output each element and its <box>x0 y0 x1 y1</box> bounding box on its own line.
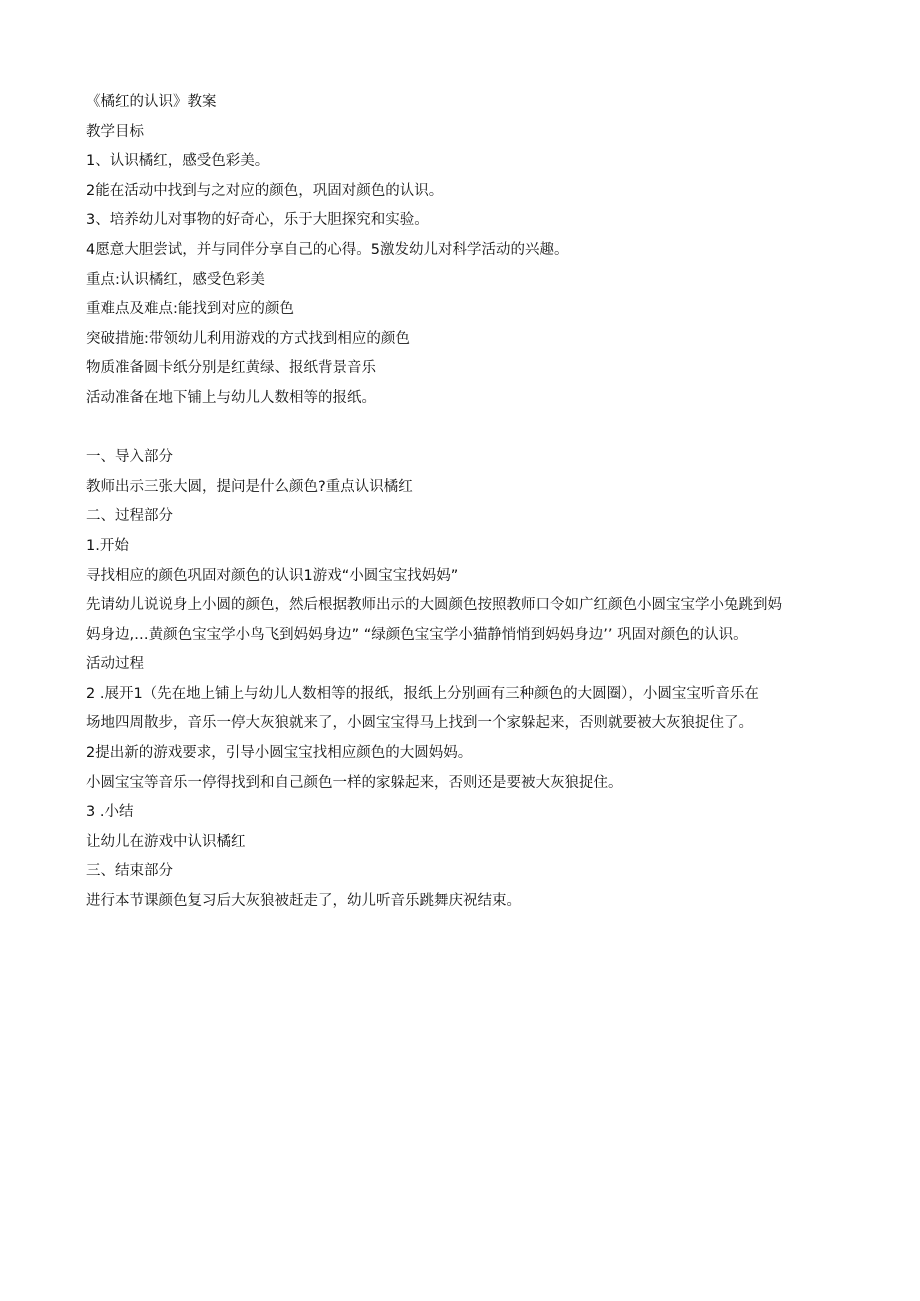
step-1-text: 妈身边,…黄颜色宝宝学小鸟飞到妈妈身边” “绿颜色宝宝学小猫静悄悄到妈妈身边’’ 巩固对颜色的认识。 <box>86 626 748 643</box>
lesson-plan-body <box>86 88 836 917</box>
step-1-text: 寻找相应的颜色巩固对颜色的认识1游戏“小圆宝宝找妈妈” <box>86 567 459 584</box>
step-1-text: 先请幼儿说说身上小圆的颜色，然后根据教师出示的大圆颜色按照教师口令如广红颜色小圆宝宝学小兔跳到妈 <box>86 597 782 614</box>
step-1-heading: 1.开始 <box>86 537 129 554</box>
difficulty: 重难点及难点:能找到对应的颜色 <box>86 301 294 318</box>
objectives-heading: 教学目标 <box>86 123 144 140</box>
blank-line <box>86 414 836 444</box>
material-preparation: 物质准备圆卡纸分别是红黄绿、报纸背景音乐 <box>86 360 376 377</box>
activity-preparation: 活动准备在地下铺上与幼儿人数相等的报纸。 <box>86 389 376 406</box>
breakthrough-measures: 突破措施:带领幼儿利用游戏的方式找到相应的颜色 <box>86 330 410 347</box>
objective-item: 1、认识橘红，感受色彩美。 <box>86 153 270 170</box>
objective-item: 3、培养幼儿对事物的好奇心，乐于大胆探究和实验。 <box>86 212 429 229</box>
key-point: 重点:认识橘红，感受色彩美 <box>86 271 265 288</box>
step-2-text: 2 .展开1（先在地上铺上与幼儿人数相等的报纸，报纸上分别画有三种颜色的大圆圈），小圆宝宝听音乐在 <box>86 685 759 702</box>
section-2-heading: 二、过程部分 <box>86 508 173 525</box>
activity-process-heading: 活动过程 <box>86 656 144 673</box>
objective-item: 2能在活动中找到与之对应的颜色，巩固对颜色的认识。 <box>86 182 444 199</box>
section-3-text: 进行本节课颜色复习后大灰狼被赶走了，幼儿听音乐跳舞庆祝结束。 <box>86 893 521 910</box>
step-2-text: 小圆宝宝等音乐一停得找到和自己颜色一样的家躲起来，否则还是要被大灰狼捉住。 <box>86 774 623 791</box>
step-3-text: 让幼儿在游戏中认识橘红 <box>86 833 246 850</box>
section-1-text: 教师出示三张大圆，提问是什么颜色?重点认识橘红 <box>86 478 413 495</box>
step-3-heading: 3 .小结 <box>86 804 134 821</box>
step-2-text: 2提出新的游戏要求，引导小圆宝宝找相应颜色的大圆妈妈。 <box>86 745 473 762</box>
section-3-heading: 三、结束部分 <box>86 863 173 880</box>
step-2-text: 场地四周散步，音乐一停大灰狼就来了，小圆宝宝得马上找到一个家躲起来，否则就要被大灰狼捉住了。 <box>86 715 753 732</box>
document-title: 《橘红的认识》教案 <box>86 94 217 110</box>
section-1-heading: 一、导入部分 <box>86 449 173 466</box>
objective-item: 4愿意大胆尝试，并与同伴分享自己的心得。5激发幼儿对科学活动的兴趣。 <box>86 241 569 258</box>
